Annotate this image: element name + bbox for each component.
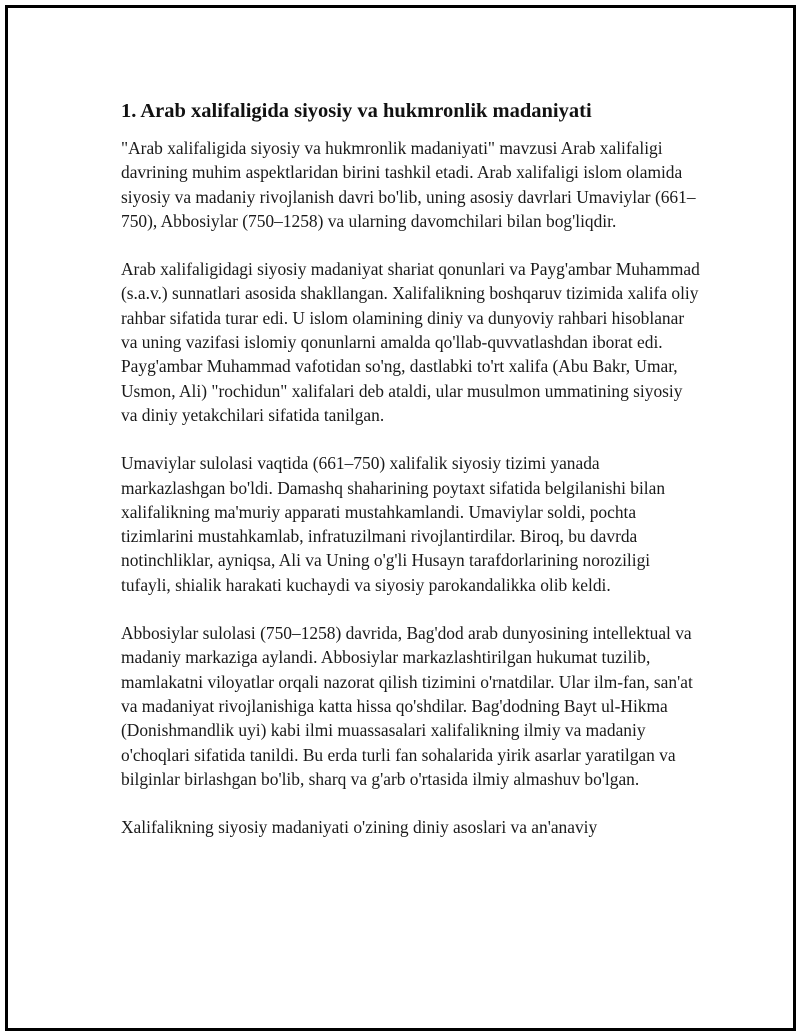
paragraph-umayyads: Umaviylar sulolasi vaqtida (661–750) xalifalik siyosiy tizimi yanada markazlashgan bo'ldi. Damashq shaharining poytaxt sifatida belgilanishi bilan xalifalikning ma'muriy apparati mustahkamlandi. Umaviylar soldi, pochta tizimlarini mustahkamlab, infratuzilmani rivojlantirdilar. Biroq, bu davrda notinchliklar, ayniqsa, Ali va Uning o'g'li Husayn tarafdorlarining noroziligi tufayli, shialik harakati kuchaydi va siyosiy parokandalikka olib keldi. <box>121 453 666 595</box>
document-page <box>5 5 796 1031</box>
paragraph-abbasids: Abbosiylar sulolasi (750–1258) davrida, Bag'dod arab dunyosining intellektual va madaniy markaziga aylandi. Abbosiylar markazlashtirilgan hukumat tuzilib, mamlakatni viloyatlar orqali nazorat qilish tizimini o'rnatdilar. Ular ilm-fan, san'at va madaniyat rivojlanishiga katta hissa qo'shdilar. Bag'dodning Bayt ul-Hikma (Donishmandlik uyi) kabi ilmi muassasalari xalifalikning ilmiy va madaniy o'choqlari sifatida tanildi. Bu erda turli fan sohalarida yirik asarlar yaratilgan va bilginlar birlashgan bo'lib, sharq va g'arb o'rtasida ilmiy almashuv bo'lgan. <box>121 623 693 789</box>
paragraph-conclusion-start: Xalifalikning siyosiy madaniyati o'zining diniy asoslari va an'anaviy <box>121 817 598 838</box>
paragraph-political-culture: Arab xalifaligidagi siyosiy madaniyat shariat qonunlari va Payg'ambar Muhammad (s.a.v.) sunnatlari asosida shakllangan. Xalifalikning boshqaruv tizimida xalifa oliy rahbar sifatida turar edi. U islom olamining diniy va dunyoviy rahbari hisoblanar va uning vazifasi islomiy qonunlarni amalda qo'llab-quvvatlashdan iborat edi. Payg'ambar Muhammad vafotidan so'ng, dastlabki to'rt xalifa (Abu Bakr, Umar, Usmon, Ali) "rochidun" xalifalari deb ataldi, ular musulmon ummatining siyosiy va diniy yetakchilari sifatida tanilgan. <box>121 259 700 425</box>
document-body <box>121 96 701 863</box>
paragraph-intro: "Arab xalifaligida siyosiy va hukmronlik madaniyati" mavzusi Arab xalifaligi davrining muhim aspektlaridan birini tashkil etadi. Arab xalifaligi islom olamida siyosiy va madaniy rivojlanish davri bo'lib, uning asosiy davrlari Umaviylar (661–750), Abbosiylar (750–1258) va ularning davomchilari bilan bog'liqdir. <box>121 138 696 231</box>
section-heading: 1. Arab xalifaligida siyosiy va hukmronlik madaniyati <box>121 100 592 122</box>
